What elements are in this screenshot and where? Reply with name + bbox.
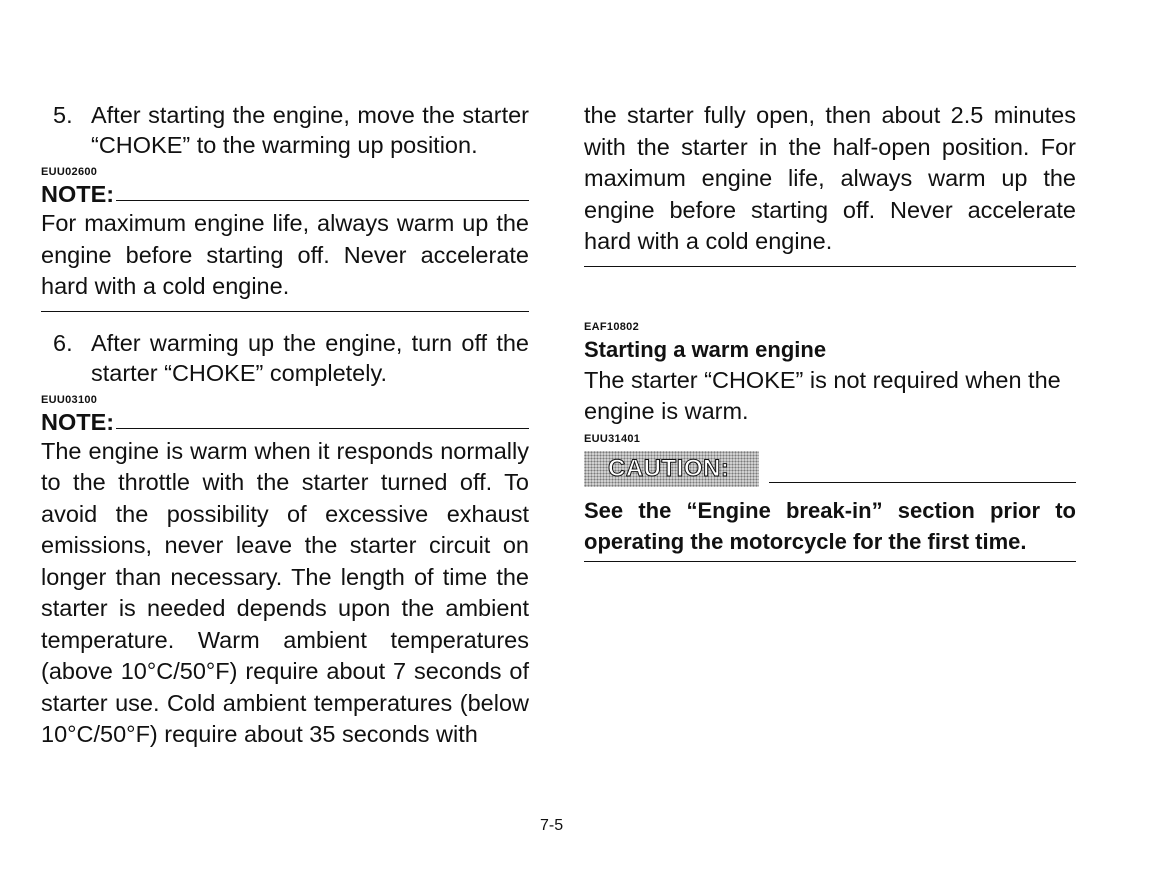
step-6-text: After warming up the engine, turn off the starter “CHOKE” completely. xyxy=(91,329,529,386)
note-2-continued: the starter fully open, then about 2.5 minutes with the starter in the half-open position. For maximum engine life, always warm up the engine before starting off. Never accelerate hard with a cold engine. xyxy=(584,102,1076,254)
caution-badge: CAUTION: xyxy=(584,451,759,487)
warm-engine-text: The starter “CHOKE” is not required when the engine is warm. xyxy=(584,366,1061,424)
note-2-heading xyxy=(41,408,529,436)
note-1-heading xyxy=(41,180,529,208)
right-column xyxy=(584,100,1076,562)
section-heading: Starting a warm engine xyxy=(584,336,827,362)
reference-code-3: EAF10802 xyxy=(584,320,639,333)
note-1-label: NOTE: xyxy=(41,181,115,207)
reference-code-1: EUU02600 xyxy=(41,166,98,178)
step-5-text: After starting the engine, move the starter “CHOKE” to the warming up position. xyxy=(91,102,529,158)
step-5 xyxy=(53,100,529,160)
caution-end-rule xyxy=(584,561,1076,562)
step-5-number: 5. xyxy=(53,102,73,128)
note-1-text: For maximum engine life, always warm up the engine before starting off. Never accelerate hard with a cold engine. xyxy=(41,210,529,299)
reference-code-4: EUU31401 xyxy=(584,432,641,445)
caution-text: See the “Engine break-in” section prior to operating the motorcycle for the first time. xyxy=(584,497,1076,554)
reference-code-2: EUU03100 xyxy=(41,393,98,406)
note-2-end-rule xyxy=(584,266,1076,267)
note-2-label: NOTE: xyxy=(41,408,115,435)
note-1-end-rule xyxy=(41,311,529,312)
step-6-number: 6. xyxy=(53,329,73,356)
caution-rule xyxy=(769,482,1076,483)
note-2-text: The engine is warm when it responds normally to the throttle with the starter turned off. To avoid the possibility of excessive exhaust emissions, never leave the starter circuit on longer than necessary. The length of time the starter is needed depends upon the ambient temperature. Warm ambient temperatures (above 10°C/50°F) require about 7 seconds of starter use. Cold ambient temperatures (below 10°C/50°F) require about 35 seconds with xyxy=(41,437,529,747)
left-column xyxy=(41,100,529,751)
step-6 xyxy=(53,328,529,388)
page-number: 7-5 xyxy=(540,817,564,834)
note-1-rule xyxy=(116,200,529,201)
caution-heading xyxy=(584,451,1076,487)
note-2-rule xyxy=(116,428,529,429)
